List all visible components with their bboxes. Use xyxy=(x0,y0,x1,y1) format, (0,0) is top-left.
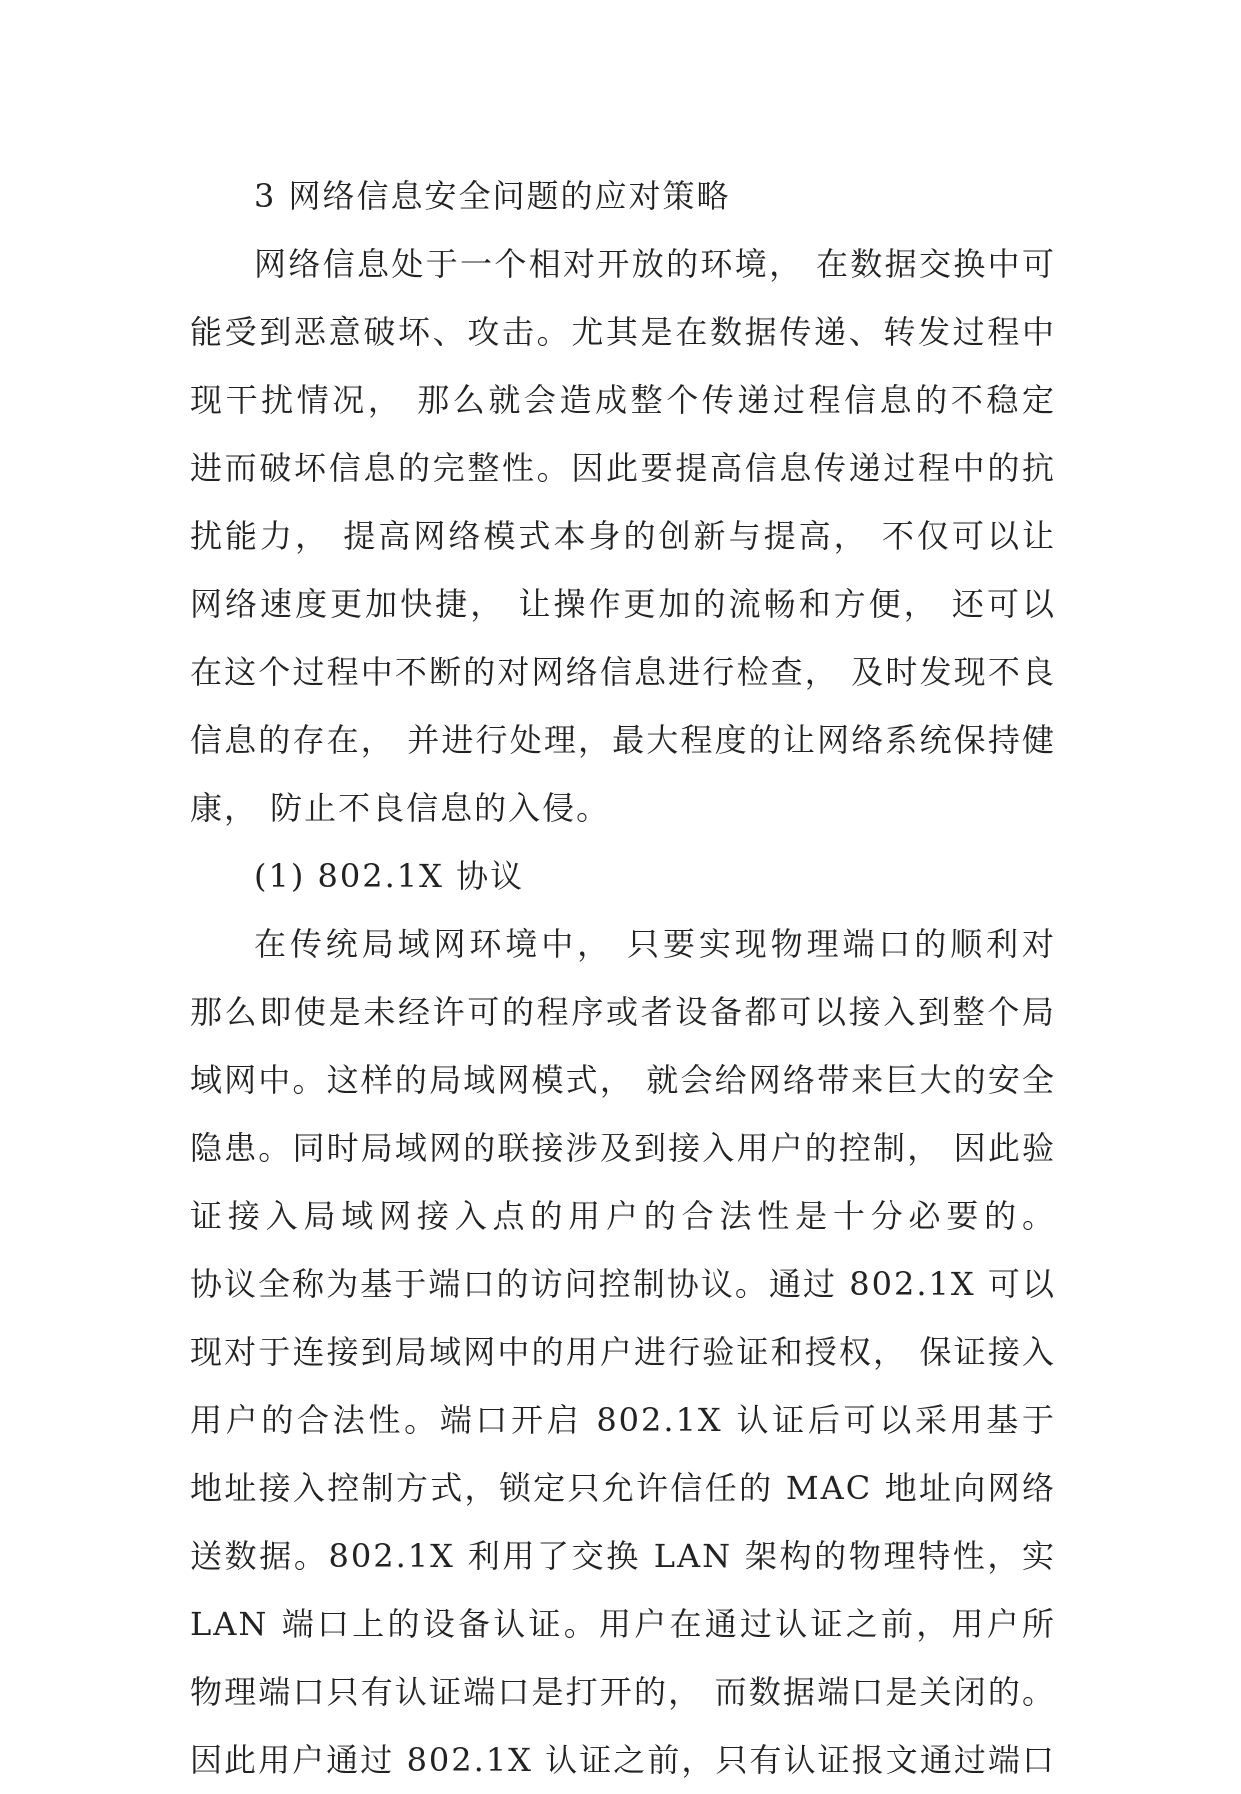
paragraph-line: 现对于连接到局域网中的用户进行验证和授权， 保证接入 xyxy=(190,1333,1056,1371)
paragraph-line: 信息的存在， 并进行处理，最大程度的让网络系统保持健 xyxy=(190,721,1056,759)
paragraph-line: 地址接入控制方式，锁定只允许信任的 MAC 地址向网络 xyxy=(190,1469,1056,1507)
paragraph-line: 协议全称为基于端口的访问控制协议。通过 802.1X 可以 xyxy=(190,1265,1056,1303)
paragraph-line: 因此用户通过 802.1X 认证之前，只有认证报文通过端口 xyxy=(190,1741,1056,1779)
paragraph-line: 网络速度更加快捷， 让操作更加的流畅和方便， 还可以 xyxy=(190,585,1056,623)
section-heading: 3 网络信息安全问题的应对策略 xyxy=(254,177,731,215)
paragraph-line: 隐患。同时局域网的联接涉及到接入用户的控制， 因此验 xyxy=(190,1129,1056,1167)
paragraph-line: 那么即使是未经许可的程序或者设备都可以接入到整个局 xyxy=(190,993,1056,1031)
paragraph-line: 证接入局域网接入点的用户的合法性是十分必要的。 xyxy=(190,1197,1056,1235)
paragraph-line: 在这个过程中不断的对网络信息进行检查， 及时发现不良 xyxy=(190,653,1056,691)
paragraph-line: 能受到恶意破坏、攻击。尤其是在数据传递、转发过程中 xyxy=(190,313,1056,351)
paragraph-line: 网络信息处于一个相对开放的环境， 在数据交换中可 xyxy=(254,245,1056,283)
paragraph-line: LAN 端口上的设备认证。用户在通过认证之前，用户所 xyxy=(190,1605,1056,1643)
paragraph-line: 现干扰情况， 那么就会造成整个传递过程信息的不稳定 xyxy=(190,381,1056,419)
paragraph-line: 扰能力， 提高网络模式本身的创新与提高， 不仅可以让 xyxy=(190,517,1056,555)
subsection-heading: (1) 802.1X 协议 xyxy=(254,857,525,895)
paragraph-line: 进而破坏信息的完整性。因此要提高信息传递过程中的抗 xyxy=(190,449,1056,487)
paragraph-line: 送数据。802.1X 利用了交换 LAN 架构的物理特性，实 xyxy=(190,1537,1056,1575)
paragraph-line: 物理端口只有认证端口是打开的， 而数据端口是关闭的。 xyxy=(190,1673,1056,1711)
paragraph-line: 域网中。这样的局域网模式， 就会给网络带来巨大的安全 xyxy=(190,1061,1056,1099)
document-body xyxy=(190,162,1056,1794)
paragraph-line: 用户的合法性。端口开启 802.1X 认证后可以采用基于 xyxy=(190,1401,1056,1439)
paragraph-line: 在传统局域网环境中， 只要实现物理端口的顺利对 xyxy=(254,925,1056,963)
paragraph-line: 康， 防止不良信息的入侵。 xyxy=(190,789,611,827)
